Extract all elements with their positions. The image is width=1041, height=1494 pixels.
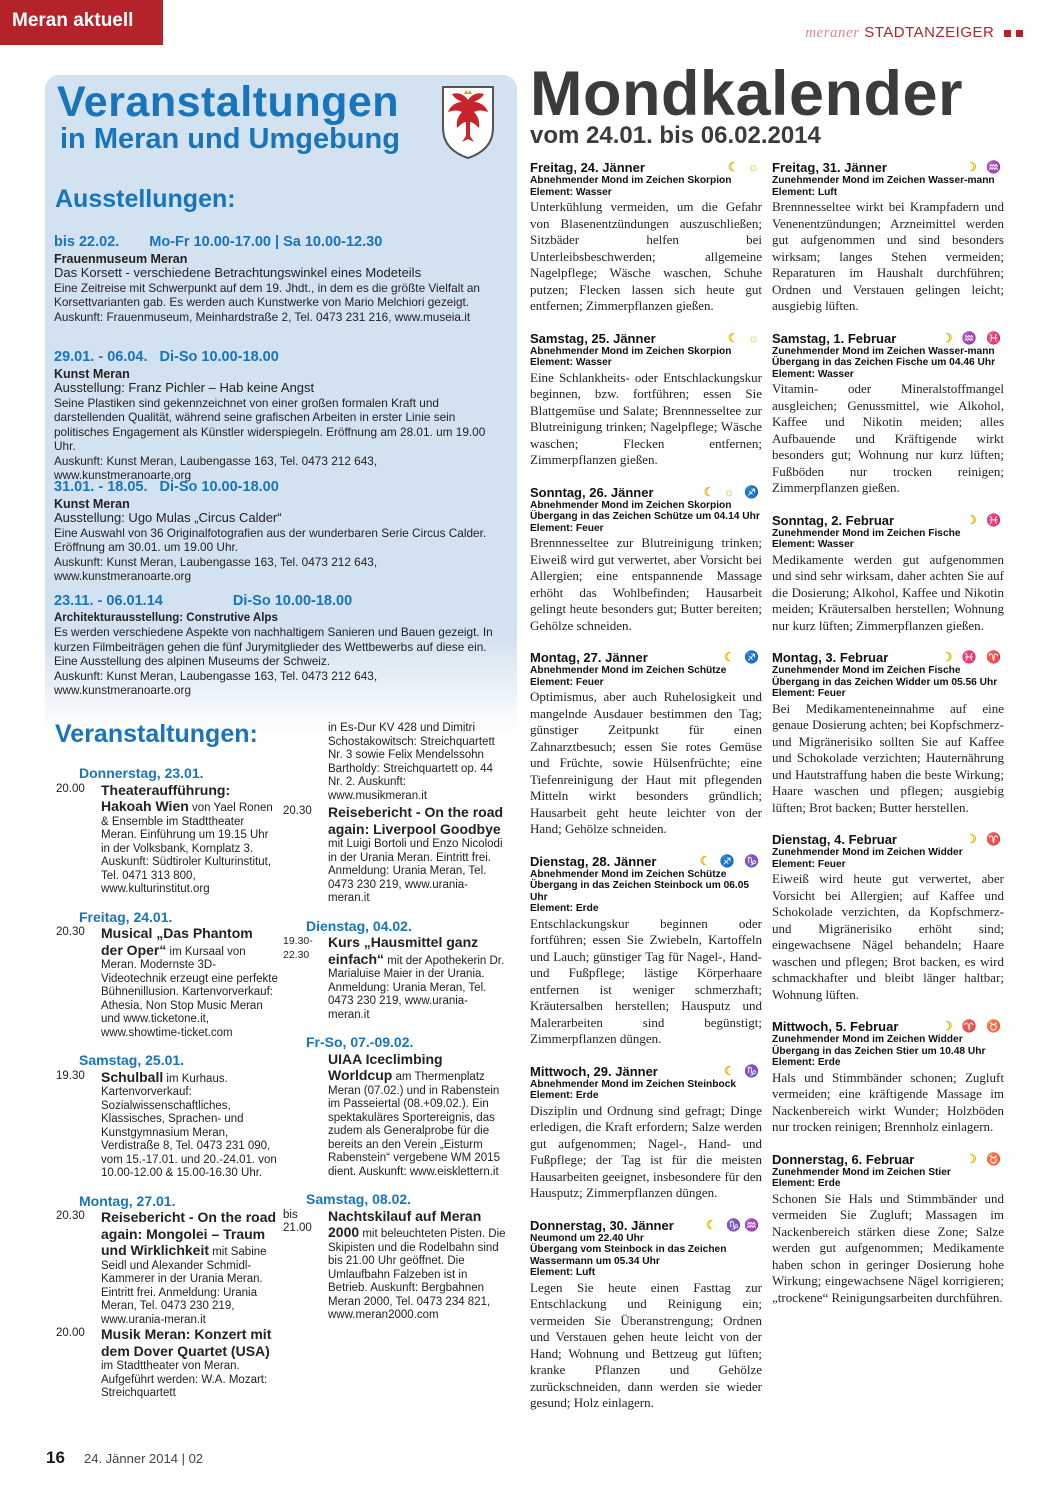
moon-meta: Element: Luft — [530, 1267, 596, 1278]
moon-day-label: Mittwoch, 5. Februar — [772, 1019, 899, 1034]
moon-advice-text: Entschlackungskur beginnen oder fortführen; essen Sie Zwiebeln, Kartoffeln und Lauch; günstiger Tag für Nagel-, Hand- und Fußpflege; lästige Körperhaare entfernen ist weniger schmerzhaft; Kräutersalben herstellen; Hausputz und Malerarbeiten sind begünstigt; Zimmerpflanzen düngen. — [530, 915, 762, 1046]
exhibitions-heading: Ausstellungen: — [55, 185, 236, 213]
moon-phase-zodiac-icon: ☽ ♓ ♈ — [941, 650, 1004, 664]
moon-meta: Element: Feuer — [772, 688, 846, 699]
exhibition-title: Ausstellung: Ugo Mulas „Circus Calder“ — [54, 510, 282, 525]
moon-meta: Element: Luft — [772, 186, 838, 198]
event-item — [283, 935, 508, 1022]
moon-day-entry — [772, 160, 1004, 315]
moon-phase-zodiac-icon: ☽ ♈ — [965, 832, 1004, 846]
events-column-1 — [56, 767, 278, 1401]
exhibition-item — [54, 235, 509, 324]
moon-day-entry — [530, 1064, 762, 1202]
event-day: Montag, 27.01. — [79, 1192, 176, 1209]
moon-advice-text: Schonen Sie Hals und Stimmbänder und vermeiden Sie Zugluft; Massagen im Nackenbereich stärken diese Zone; Salze werden gut aufgenommen; Medikamente haben schon in geringer Dosierung hohe Wirkung; eingewachsene Nägel korrigieren; „trockene“ Reinigungsarbeiten durchführen. — [772, 1190, 1004, 1305]
event-time — [283, 1052, 328, 1180]
moon-calendar-subtitle: vom 24.01. bis 06.02.2014 — [530, 122, 821, 149]
event-time: 20.00 — [56, 782, 85, 795]
events-heading: Veranstaltungen: — [55, 720, 258, 748]
event-time: 19.30-22.30 — [283, 935, 313, 961]
moon-advice-text: Hals und Stimmbänder schonen; Zugluft vermeiden; eine kräftigende Massage im Nackenbereich wirkt Wunder; Holzböden nur trocken reinigen; Brennholz einlagern. — [772, 1069, 1004, 1134]
event-day: Freitag, 24.01. — [79, 908, 173, 925]
event-text: im Kursaal von Meran. Modernste 3D-Videotechnik erzeugt eine perfekte Bühnenillusion. Kartenvorverkauf: Athesia, Non Stop Music Meran und www.ticketone.it, www.showtime-ticket.com — [101, 945, 278, 1039]
event-time: 20.30 — [56, 1210, 85, 1222]
exhibition-info: Auskunft: Kunst Meran, Laubengasse 163, Tel. 0473 212 643, www.kunstmeranoarte.org — [54, 668, 378, 697]
moon-advice-text: Unterkühlung vermeiden, um die Gefahr von Blasenentzündungen auszuschließen; Sitzbäder helfen bei Unterleibsbeschwerden; allgemeine Nagelpflege; Wäsche waschen, Schuhe putzen; Flecken lassen sich heute gut entfernen; Zimmerpflanzen gießen. — [530, 199, 762, 313]
tyrol-eagle-crest-icon — [440, 84, 496, 160]
moon-meta: Abnehmender Mond im Zeichen Skorpion — [530, 175, 732, 186]
event-title: Nachtskilauf auf Meran 2000 — [328, 1207, 482, 1240]
moon-phase-zodiac-icon: ☽ ♈ ♉ — [941, 1019, 1004, 1033]
moon-meta: Zunehmender Mond im Zeichen Wasser-mann — [772, 345, 995, 357]
moon-advice-text: Brennnesseltee zur Blutreinigung trinken; Eiweiß wird gut verwertet, aber Vorsicht bei Allergien; eine entspannende Massage erhöht das Wohlbefinden; Hausarbeit gelingt heute besonders gut; Butter bereiten; Gehölze schneiden. — [530, 535, 762, 633]
moon-meta: Zunehmender Mond im Zeichen Fische — [772, 665, 961, 676]
brand-square-icon — [1004, 30, 1011, 37]
moon-day-heading — [772, 1019, 1004, 1034]
exhibition-title: Ausstellung: Franz Pichler – Hab keine Angst — [54, 380, 315, 395]
moon-meta: Abnehmender Mond im Zeichen Skorpion — [530, 499, 732, 511]
moon-day-label: Samstag, 1. Februar — [772, 330, 897, 346]
event-day: Samstag, 08.02. — [306, 1191, 412, 1207]
moon-day-entry — [772, 832, 1004, 1003]
brand-name: STADTANZEIGER — [864, 24, 995, 41]
moon-day-heading — [530, 331, 762, 346]
event-title: Musik Meran: Konzert mit dem Dover Quartet (USA) — [101, 1326, 272, 1359]
moon-day-heading — [530, 160, 762, 175]
moon-phase-zodiac-icon: ☾ ☼ ♐ — [703, 484, 762, 499]
moon-meta: Element: Wasser — [772, 368, 854, 380]
moon-meta: Element: Wasser — [772, 539, 854, 550]
moon-day-label: Donnerstag, 6. Februar — [772, 1151, 915, 1167]
event-title: Kurs „Hausmittel ganz einfach“ — [328, 934, 479, 967]
exhibition-title: Das Korsett - verschiedene Betrachtungswinkel eines Modeteils — [54, 265, 422, 280]
moon-meta: Zunehmender Mond im Zeichen Wasser-mann — [772, 175, 995, 186]
exhibition-venue: Architekturausstellung: Construtive Alps — [54, 611, 278, 624]
moon-phase-zodiac-icon: ☾ ♐ ♑ — [699, 853, 762, 868]
event-text: im Kurhaus. Kartenvorverkauf: Sozialwissenschaftliches, Klassisches, Sprachen- und Kunstgymnasium Meran, Verdistraße 8, Tel. 0473 231 090, vom 15.-17.01. und 20.-24.01. von 10.00-12.00 & 15.00-16.30 Uhr. — [101, 1072, 277, 1179]
moon-meta: Übergang in das Zeichen Widder um 05.56 Uhr — [772, 676, 998, 688]
moon-day-label: Mittwoch, 29. Jänner — [530, 1063, 658, 1079]
exhibition-info: Auskunft: Frauenmuseum, Meinhardstraße 2, Tel. 0473 231 216, www.museia.it — [54, 309, 471, 324]
moon-day-heading — [772, 331, 1004, 346]
exhibition-hours: Di-So 10.00-18.00 — [232, 593, 353, 609]
exhibition-description: Seine Plastiken sind gekennzeichnet von einer großen formalen Kraft und darstellenden Qualität, während seine grafischen Arbeiten in erster Linie sein politisches Engagement als Künstler widerspiegeln. Eröffnung am 28.01. um 19.00 Uhr. — [54, 395, 486, 453]
moon-day-label: Dienstag, 4. Februar — [772, 832, 897, 847]
exhibition-venue: Frauenmuseum Meran — [54, 251, 188, 266]
moon-meta: Abnehmender Mond im Zeichen Schütze — [530, 665, 727, 676]
exhibition-hours: Di-So 10.00-18.00 — [159, 479, 279, 495]
page-number: 16 — [46, 1448, 65, 1467]
moon-meta: Element: Feuer — [530, 676, 604, 688]
moon-meta: Übergang in das Zeichen Stier um 10.48 Uhr — [772, 1045, 986, 1057]
event-item — [283, 805, 508, 906]
moon-day-heading — [530, 1064, 762, 1079]
moon-day-heading — [530, 854, 762, 869]
moon-day-heading — [772, 832, 1004, 847]
moon-day-label: Sonntag, 2. Februar — [772, 512, 895, 528]
exhibition-item — [54, 480, 509, 584]
exhibition-description: Eine Auswahl von 36 Originalfotografien aus der wunderbaren Serie Circus Calder. Eröffnung am 30.01. um 19.00 Uhr. — [54, 525, 487, 554]
section-tab: Meran aktuell — [0, 0, 163, 45]
moon-day-entry — [530, 650, 762, 838]
event-item — [283, 1052, 508, 1180]
moon-day-entry — [772, 513, 1004, 635]
exhibition-date: 23.11. - 06.01.14 — [54, 593, 163, 609]
event-item — [56, 1327, 278, 1401]
moon-column-1 — [530, 160, 762, 1428]
moon-day-entry — [530, 331, 762, 469]
event-time: 19.30 — [56, 1069, 85, 1082]
event-text: mit Sabine Seidl und Alexander Schmidl-Kammerer in der Urania Meran. Eintritt frei. Anmeldung: Urania Meran, Tel. 0473 230 219, www.urania-meran.it — [101, 1246, 267, 1326]
moon-meta: Zunehmender Mond im Zeichen Stier — [772, 1166, 951, 1178]
moon-meta: Element: Feuer — [772, 858, 846, 870]
moon-advice-text: Disziplin und Ordnung sind gefragt; Dinge erledigen, die Kraft erfordern; Salze werden gut aufgenommen; Nagel-, Hand- und Fußpflege; der Tag ist für die meisten Hausarbeiten geeignet, insbesondere für den Hausputz; Zimmerpflanzen düngen. — [530, 1102, 762, 1200]
moon-day-heading — [530, 650, 762, 665]
event-text: im Stadttheater von Meran. Aufgeführt werden: W.A. Mozart: Streichquartett — [101, 1360, 268, 1399]
event-item — [283, 1209, 508, 1323]
event-day: Donnerstag, 23.01. — [79, 765, 204, 781]
exhibition-item — [54, 350, 509, 483]
moon-advice-text: Brennnesseltee wirkt bei Krampfadern und Venenentzündungen; Arzneimittel werden gut aufgenommen und sind besonders wirksam; langes Stehen vermeiden; Reparaturen im Haushalt durchführen; Ordnen und Verstauen gelingen leicht; ausgiebig lüften. — [772, 199, 1004, 313]
moon-advice-text: Eiweiß wird heute gut verwertet, aber Vorsicht bei Allergien; auf Kaffee und Schokolade verzichten, da Kopfschmerz- und Migränerisiko erhöht sind; eingewachsene Nägel behandeln; Haare waschen und pflegen; Brot backen, es wird schmackhafter und bleibt länger haltbar; Wohnung lüften. — [772, 871, 1004, 1002]
moon-meta: Übergang in das Zeichen Schütze um 04.14 Uhr — [530, 511, 760, 522]
moon-phase-zodiac-icon: ☾ ☼ — [727, 160, 762, 174]
event-title: Theateraufführung: Hakoah Wien — [101, 781, 231, 814]
moon-meta: Zunehmender Mond im Zeichen Fische — [772, 527, 961, 539]
moon-phase-zodiac-icon: ☾ ♑ — [723, 1063, 762, 1078]
events-title: Veranstaltungen — [57, 78, 400, 126]
moon-column-2 — [772, 160, 1004, 1322]
moon-advice-text: Bei Medikamenteneinnahme auf eine genaue Dosierung achten; bei Kopfschmerz- und Migränerisiko sollten Sie auf Kaffee und Schokolade verzichten; Hauternährung und Hautstraffung haben die beste Wirkung; Haare waschen und pflegen; ausgiebig lüften; Brot backen; Butter herstellen. — [772, 700, 1004, 815]
moon-day-entry — [530, 485, 762, 635]
event-time: 20.30 — [56, 926, 85, 938]
exhibition-date: 31.01. - 18.05. — [54, 479, 148, 495]
exhibition-info: Auskunft: Kunst Meran, Laubengasse 163, Tel. 0473 212 643, www.kunstmeranoarte.org — [54, 453, 378, 482]
moon-meta: Übergang in das Zeichen Steinbock um 06.05 Uhr — [530, 880, 750, 903]
exhibition-hours: Di-So 10.00-18.00 — [159, 349, 279, 365]
event-day: Fr-So, 07.-09.02. — [306, 1034, 414, 1050]
event-item — [56, 1210, 278, 1327]
exhibition-description: Eine Zeitreise mit Schwerpunkt auf dem 19. Jhdt., in dem es die größte Vielfalt an Korsettvarianten gab. Es werden auch Kunstwerke von Mario Melchiori gezeigt. — [54, 280, 480, 309]
moon-day-entry — [530, 854, 762, 1048]
moon-meta: Neumond um 22.40 Uhr — [530, 1232, 644, 1244]
moon-meta: Element: Erde — [772, 1178, 841, 1189]
exhibition-venue: Kunst Meran — [54, 366, 130, 381]
brand-prefix: meraner — [805, 25, 860, 41]
moon-day-heading — [530, 1218, 762, 1233]
moon-advice-text: Legen Sie heute einen Fasttag zur Entschlackung und Reinigung ein; vermeiden Sie Überanstrengung; Ordnen und Verstauen gehen heute leicht von der Hand; Wohnung und Bettzeug gut lüften; kranke Pflanzen und Gehölze zurückschneiden, dann werden sie wieder gesund; Holz einlagern. — [530, 1279, 762, 1410]
moon-phase-zodiac-icon: ☽ ♒ ♓ — [941, 330, 1004, 345]
moon-meta: Abnehmender Mond im Zeichen Steinbock — [530, 1078, 737, 1090]
event-text: mit Luigi Bortoli und Enzo Nicolodi in der Urania Meran. Eintritt frei. Anmeldung: Urania Meran, Tel. 0473 230 219, www.urania-meran.it — [328, 838, 503, 904]
moon-meta: Zunehmender Mond im Zeichen Widder — [772, 1034, 963, 1045]
moon-day-label: Samstag, 25. Jänner — [530, 330, 656, 346]
moon-day-label: Freitag, 24. Jänner — [530, 160, 645, 175]
event-title: Reisebericht - On the road again: Mongolei – Traum und Wirklichkeit — [101, 1209, 277, 1258]
exhibition-description: Es werden verschiedene Aspekte von nachhaltigem Sanieren und Bauen gezeigt. In kurzen Filmbeiträgen gehen die fünf Jurymitglieder des Wettbewerbs auf diese ein. Eine Ausstellung des alpinen Museums der Schweiz. — [54, 625, 493, 668]
moon-day-entry — [772, 1019, 1004, 1136]
moon-day-heading — [530, 485, 762, 500]
events-subtitle: in Meran und Umgebung — [60, 123, 400, 155]
moon-meta: Abnehmender Mond im Zeichen Schütze — [530, 868, 727, 880]
moon-day-heading — [772, 1152, 1004, 1167]
exhibition-item — [54, 594, 509, 698]
event-title: UIAA Iceclimbing Worldcup — [328, 1050, 443, 1083]
event-text: mit beleuchteten Pisten. Die Skipisten und die Rodelbahn sind bis 21.00 Uhr geöffnet. Die Umlaufbahn Falzeben ist in Betrieb. Auskunft: Bergbahnen Meran 2000, Tel. 0473 234 821, www.meran2000.com — [328, 1228, 506, 1321]
moon-advice-text: Optimismus, aber auch Ruhelosigkeit und mangelnde Ausdauer bestimmen den Tag; günstiger Zeitpunkt für einen Zahnarztbesuch; essen Sie rotes Gemüse und Früchte, sowie Hülsenfrüchte; eine Tiefenreinigung der Haut mit pflegenden Mitteln wirkt besonders gründlich; Hausarbeit geht heute leichter von der Hand; Gehölze schneiden. — [530, 689, 762, 836]
exhibition-venue: Kunst Meran — [54, 496, 130, 511]
moon-day-heading — [772, 160, 1004, 175]
event-text: mit der Apothekerin Dr. Marialuise Maier in der Urania. Anmeldung: Urania Meran, Tel. 0473 230 219, www.urania-meran.it — [328, 954, 505, 1021]
moon-day-label: Donnerstag, 30. Jänner — [530, 1217, 674, 1233]
moon-advice-text: Eine Schlankheits- oder Entschlackungskur beginnen, bzw. fortführen; essen Sie Blattgemüse und Salate; Brennnesseltee zur Blutreinigung trinken; Nagelpflege; Wäsche waschen; Flecken entfernen; Zimmerpflanzen gießen. — [530, 369, 762, 467]
moon-day-label: Montag, 3. Februar — [772, 650, 889, 665]
moon-day-heading — [772, 650, 1004, 665]
event-title: Schulball — [101, 1068, 164, 1085]
moon-phase-zodiac-icon: ☾ ♑♒ — [706, 1217, 762, 1232]
exhibition-date: 29.01. - 06.04. — [54, 349, 148, 365]
exhibition-hours: Mo-Fr 10.00-17.00 | Sa 10.00-12.30 — [149, 234, 383, 250]
moon-day-label: Sonntag, 26. Jänner — [530, 484, 654, 500]
exhibition-date: bis 22.02. — [54, 234, 120, 250]
moon-meta: Element: Feuer — [530, 522, 604, 534]
moon-day-entry — [530, 1218, 762, 1412]
moon-meta: Übergang in das Zeichen Fische um 04.46 Uhr — [772, 357, 996, 368]
moon-advice-text: Medikamente werden gut aufgenommen und sind sehr wirksam, daher achten Sie auf die Dosierung; Alkohol, Kaffee und Nikotin meiden; Kräutersalben herstellen; Wohnung nur kurz lüften; Zimmerpflanzen gießen. — [772, 551, 1004, 633]
moon-day-entry — [772, 331, 1004, 497]
event-item — [56, 1070, 278, 1181]
moon-phase-zodiac-icon: ☽ ♉ — [965, 1151, 1004, 1166]
event-text: am Thermenplatz Meran (07.02.) und in Rabenstein im Passeiertal (08.+09.02.). Ein spektakuläres Sportereignis, das zudem als Generalprobe für die bereits an den Verein „Eisturm Rabenstein“ vergebene WM 2015 dient. Auskunft: www.eisklettern.it — [328, 1071, 500, 1178]
event-item — [56, 926, 278, 1040]
moon-calendar-title: Mondkalender — [530, 59, 964, 129]
event-time: 20.30 — [283, 805, 312, 817]
event-time: bis 21.00 — [283, 1208, 312, 1234]
event-item — [56, 783, 278, 897]
moon-phase-zodiac-icon: ☾ ♐ — [723, 650, 762, 664]
moon-day-entry — [530, 160, 762, 315]
events-column-2 — [283, 722, 508, 1323]
event-time: 20.00 — [56, 1327, 85, 1339]
brand-logo — [805, 24, 1023, 42]
event-title: Reisebericht - On the road again: Liverpool Goodbye — [328, 804, 504, 837]
moon-day-label: Montag, 27. Jänner — [530, 650, 648, 665]
moon-meta: Element: Erde — [530, 1090, 599, 1101]
moon-advice-text: Vitamin- oder Mineralstoffmangel ausgleichen; Genussmittel, wie Alkohol, Kaffee und Nikotin meiden; alles Aufbauende und Kräftigende wirkt besonders gut; Wohnung nur kurz lüften; Fußböden nur trocken reinigen; Zimmerpflanzen gießen. — [772, 381, 1004, 495]
event-day: Samstag, 25.01. — [79, 1052, 185, 1068]
event-continuation: in Es-Dur KV 428 und Dimitri Schostakowitsch: Streichquartett Nr. 3 sowie Felix Mendelssohn Bartholdy: Streichquartett op. 44 Nr. 2. Auskunft: www.musikmeran.it — [328, 722, 495, 802]
moon-meta: Element: Erde — [772, 1057, 841, 1068]
moon-phase-zodiac-icon: ☾ ☼ — [727, 330, 762, 345]
moon-day-entry — [772, 650, 1004, 816]
moon-meta: Element: Erde — [530, 903, 599, 914]
moon-meta: Übergang vom Steinbock in das Zeichen Wassermann um 05.34 Uhr — [530, 1244, 727, 1267]
event-day: Dienstag, 04.02. — [306, 917, 412, 934]
moon-day-heading — [772, 513, 1004, 528]
moon-day-entry — [772, 1152, 1004, 1307]
moon-meta: Zunehmender Mond im Zeichen Widder — [772, 847, 963, 858]
moon-meta: Abnehmender Mond im Zeichen Skorpion — [530, 345, 732, 357]
moon-meta: Element: Wasser — [530, 357, 612, 368]
moon-day-label: Freitag, 31. Jänner — [772, 160, 887, 175]
exhibition-info: Auskunft: Kunst Meran, Laubengasse 163, Tel. 0473 212 643, www.kunstmeranoarte.org — [54, 554, 378, 583]
moon-phase-zodiac-icon: ☽ ♓ — [965, 512, 1004, 527]
moon-meta: Element: Wasser — [530, 186, 612, 198]
event-text: von Yael Ronen & Ensemble im Stadttheater Meran. Einführung um 19.15 Uhr in der Volksbank, Kornplatz 3. Auskunft: Südtiroler Kulturinstitut, Tel. 0471 313 800, www.kulturinstitut.org — [101, 802, 273, 895]
moon-phase-zodiac-icon: ☽ ♒ — [965, 160, 1004, 174]
event-title: Musical „Das Phantom der Oper“ — [101, 925, 253, 958]
brand-square-icon — [1016, 30, 1023, 37]
moon-day-label: Dienstag, 28. Jänner — [530, 853, 657, 869]
issue-date: 24. Jänner 2014 | 02 — [84, 1451, 204, 1466]
